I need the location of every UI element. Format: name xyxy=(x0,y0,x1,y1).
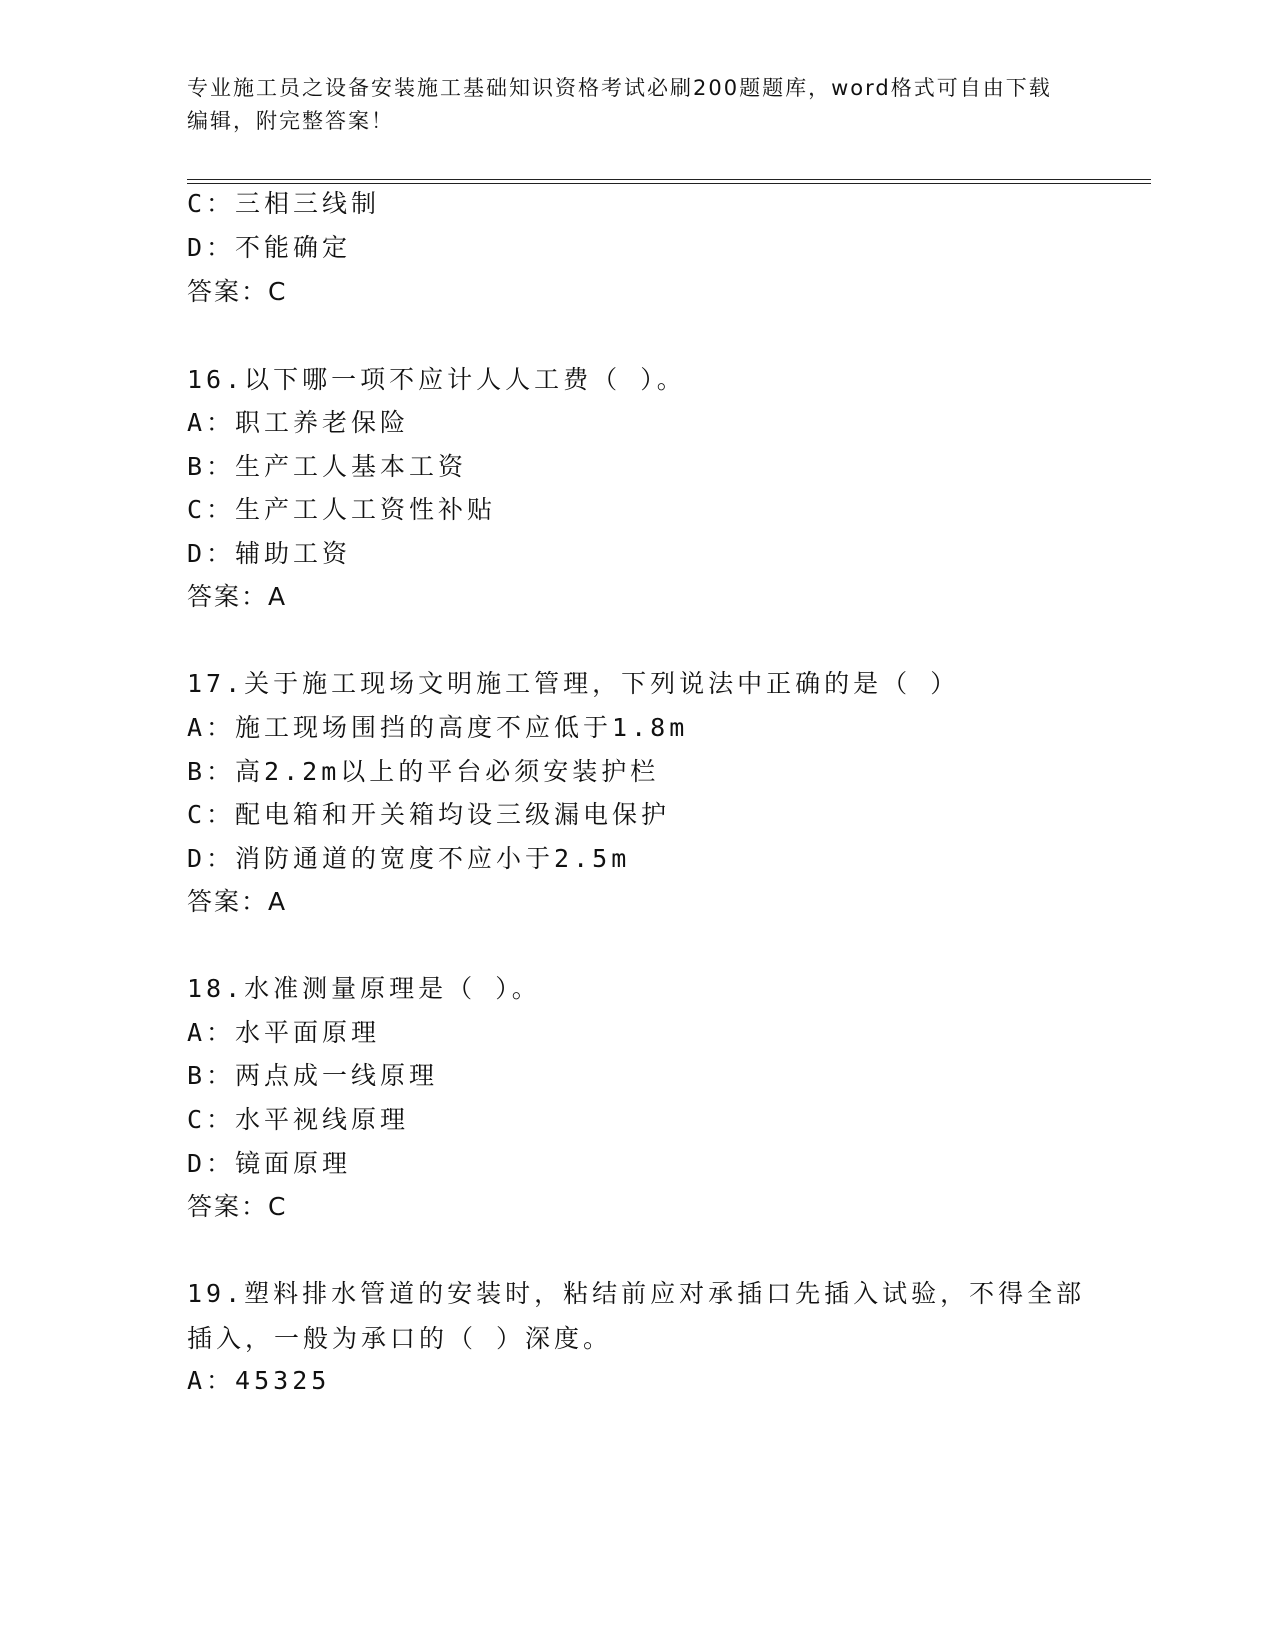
q16-option-d: D：辅助工资 xyxy=(187,539,352,568)
q16-stem: 16.以下哪一项不应计人人工费（ ）。 xyxy=(187,365,686,394)
q15-option-c: C：三相三线制 xyxy=(187,189,381,218)
q17-option-a: A：施工现场围挡的高度不应低于1.8m xyxy=(187,713,689,742)
q16-option-a: A：职工养老保险 xyxy=(187,408,410,437)
q18-answer: 答案：C xyxy=(187,1192,288,1221)
q16-answer: 答案：A xyxy=(187,582,288,611)
q17-option-c: C：配电箱和开关箱均设三级漏电保护 xyxy=(187,800,671,829)
q17-option-b: B：高2.2m以上的平台必须安装护栏 xyxy=(187,757,660,786)
q19-stem: 19.塑料排水管道的安装时，粘结前应对承插口先插入试验，不得全部插入，一般为承口的（ ）深度。 xyxy=(187,1279,1086,1353)
q17-option-d: D：消防通道的宽度不应小于2.5m xyxy=(187,844,631,873)
document-header-title: 专业施工员之设备安装施工基础知识资格考试必刷200题题库，word格式可自由下载编辑，附完整答案！ xyxy=(187,76,1052,133)
q18-stem: 18.水准测量原理是（ ）。 xyxy=(187,974,541,1003)
q18-option-c: C：水平视线原理 xyxy=(187,1105,410,1134)
q18-option-d: D：镜面原理 xyxy=(187,1149,352,1178)
q16-option-c: C：生产工人工资性补贴 xyxy=(187,495,497,524)
q15-answer: 答案：C xyxy=(187,277,288,306)
q18-option-a: A：水平面原理 xyxy=(187,1018,381,1047)
q18-option-b: B：两点成一线原理 xyxy=(187,1061,439,1090)
header-divider-top xyxy=(187,179,1151,180)
q15-option-d: D：不能确定 xyxy=(187,233,352,262)
q19-option-a: A：45325 xyxy=(187,1366,331,1395)
q17-stem: 17.关于施工现场文明施工管理，下列说法中正确的是（ ） xyxy=(187,669,960,698)
header-divider-bottom xyxy=(187,183,1151,184)
q17-answer: 答案：A xyxy=(187,887,288,916)
q16-option-b: B：生产工人基本工资 xyxy=(187,452,468,481)
